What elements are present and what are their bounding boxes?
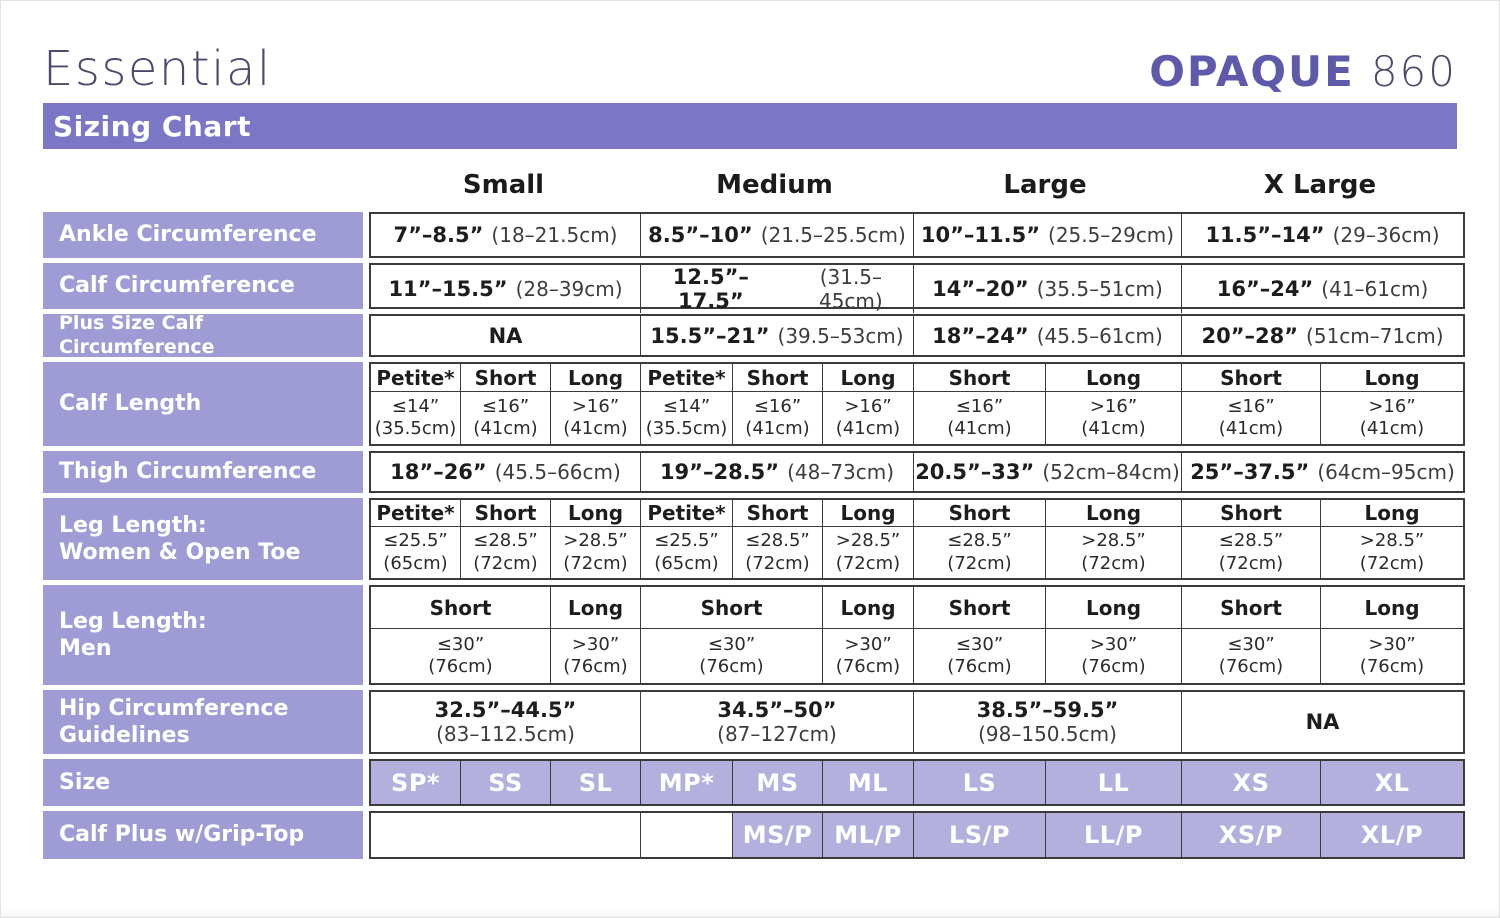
size-code-cell: MS/P	[732, 813, 822, 857]
table-subheader: Petite*	[371, 364, 460, 392]
row-plus-size-calf-circumference	[43, 311, 1499, 358]
size-code-cell: XS/P	[1181, 813, 1320, 857]
table-cell: >30” (76cm)	[550, 629, 640, 683]
table-cell: 7”–8.5” (18–21.5cm)	[393, 223, 618, 247]
size-code-cell: SP*	[371, 761, 460, 804]
size-code-cell: XL	[1320, 761, 1463, 804]
size-code-cell: SS	[460, 761, 550, 804]
row-label: Calf Length	[43, 362, 363, 446]
table-cell: ≤30” (76cm)	[428, 633, 493, 677]
size-code-cell: LL/P	[1045, 813, 1181, 857]
size-code-cell: MP*	[640, 761, 732, 804]
table-cell: >28.5” (72cm)	[1045, 527, 1181, 578]
row-label: Leg Length: Women & Open Toe	[43, 498, 363, 580]
table-cell: >16” (41cm)	[822, 392, 913, 444]
row-label: Calf Plus w/Grip-Top	[43, 811, 363, 859]
table-cell: ≤30” (76cm)	[1181, 629, 1320, 683]
column-header-large: Large	[1003, 170, 1087, 200]
brand-lockup	[1149, 47, 1457, 96]
table-cell: 10”–11.5” (25.5–29cm)	[913, 214, 1181, 256]
table-cell: ≤16” (41cm)	[732, 392, 822, 444]
row-thigh-circumference	[43, 451, 1499, 493]
table-subheader: Short	[460, 500, 550, 527]
table-subheader: Petite*	[640, 364, 732, 392]
empty-cell	[371, 813, 640, 857]
table-subheader: Long	[1045, 364, 1181, 392]
page-header	[43, 35, 1457, 97]
table-cell: 12.5”–17.5” (31.5–45cm)	[640, 265, 913, 313]
table-subheader: Short	[913, 500, 1045, 527]
table-cell: 18”–26” (45.5–66cm)	[390, 460, 621, 484]
table-subheader: Short	[1181, 587, 1320, 629]
table-cell: 14”–20” (35.5–51cm)	[913, 265, 1181, 313]
table-cell: >28.5” (72cm)	[822, 527, 913, 578]
table-cell: ≤30” (76cm)	[913, 629, 1045, 683]
table-cell: 34.5”–50” (87–127cm)	[640, 692, 913, 752]
table-subheader: Short	[1181, 500, 1320, 527]
row-size	[43, 759, 1499, 806]
table-cell: 20”–28” (51cm–71cm)	[1181, 316, 1463, 355]
table-subheader: Long	[822, 587, 913, 629]
table-cell: NA	[488, 323, 523, 348]
column-header-xlarge: X Large	[1263, 170, 1377, 200]
row-hip-circumference	[43, 690, 1499, 754]
table-subheader: Short	[460, 364, 550, 392]
table-subheader: Short	[640, 587, 822, 629]
row-label: Size	[43, 759, 363, 806]
table-cell: 19”–28.5” (48–73cm)	[640, 453, 913, 491]
table-subheader: Petite*	[371, 500, 460, 527]
table-subheader: Short	[913, 364, 1045, 392]
row-calf-circumference	[43, 263, 1499, 313]
size-code-cell: ML/P	[822, 813, 913, 857]
product-line-title: Essential	[43, 41, 272, 97]
table-subheader: Long	[550, 500, 640, 527]
size-code-cell: SL	[550, 761, 640, 804]
table-cell: 11”–15.5” (28–39cm)	[388, 277, 623, 301]
size-code-cell: LS	[913, 761, 1045, 804]
row-label: Plus Size Calf Circumference	[43, 314, 363, 357]
table-subheader: Short	[913, 587, 1045, 629]
table-cell: ≤16” (41cm)	[1181, 392, 1320, 444]
column-header-spacer	[43, 163, 363, 207]
row-label: Leg Length: Men	[43, 585, 363, 685]
table-cell: ≤16” (41cm)	[913, 392, 1045, 444]
table-subheader: Long	[1320, 587, 1463, 629]
table-subheader: Long	[1045, 500, 1181, 527]
table-cell: >28.5” (72cm)	[550, 527, 640, 578]
table-cell: ≤28.5” (72cm)	[1181, 527, 1320, 578]
table-cell: >30” (76cm)	[1320, 629, 1463, 683]
empty-cell	[640, 813, 732, 857]
table-cell: ≤25.5” (65cm)	[640, 527, 732, 578]
table-cell: 16”–24” (41–61cm)	[1181, 265, 1463, 313]
size-code-cell: MS	[732, 761, 822, 804]
table-cell: >16” (41cm)	[1045, 392, 1181, 444]
table-cell: >16” (41cm)	[550, 392, 640, 444]
table-cell: ≤14” (35.5cm)	[374, 395, 457, 439]
table-subheader: Long	[550, 364, 640, 392]
size-code-cell: XS	[1181, 761, 1320, 804]
brand-name: OPAQUE	[1149, 47, 1355, 96]
table-cell: 8.5”–10” (21.5–25.5cm)	[640, 214, 913, 256]
row-calf-length	[43, 362, 1499, 446]
row-ankle-circumference	[43, 212, 1499, 258]
table-subheader: Long	[822, 364, 913, 392]
table-subheader: Petite*	[640, 500, 732, 527]
table-cell: ≤28.5” (72cm)	[913, 527, 1045, 578]
row-leg-length-men	[43, 585, 1499, 685]
table-cell: ≤28.5” (72cm)	[460, 527, 550, 578]
table-cell: 20.5”–33” (52cm–84cm)	[913, 453, 1181, 491]
size-code-cell: LS/P	[913, 813, 1045, 857]
row-label: Hip Circumference Guidelines	[43, 690, 363, 754]
model-number: 860	[1370, 47, 1457, 96]
table-subheader: Short	[732, 500, 822, 527]
table-cell: ≤14” (35.5cm)	[640, 392, 732, 444]
table-subheader: Short	[1181, 364, 1320, 392]
table-cell: 18”–24” (45.5–61cm)	[913, 316, 1181, 355]
table-cell: 11.5”–14” (29–36cm)	[1181, 214, 1463, 256]
row-label: Ankle Circumference	[43, 212, 363, 258]
table-cell: 38.5”–59.5” (98–150.5cm)	[913, 692, 1181, 752]
column-header-row	[43, 163, 1499, 207]
size-code-cell: LL	[1045, 761, 1181, 804]
section-banner	[43, 103, 1457, 149]
table-subheader: Short	[371, 587, 550, 629]
table-cell: 25”–37.5” (64cm–95cm)	[1181, 453, 1463, 491]
table-subheader: Long	[1320, 500, 1463, 527]
table-cell: >30” (76cm)	[1045, 629, 1181, 683]
row-label: Thigh Circumference	[43, 451, 363, 493]
row-label: Calf Circumference	[43, 263, 363, 309]
row-calf-plus-grip-top	[43, 811, 1499, 859]
table-cell: >16” (41cm)	[1320, 392, 1463, 444]
table-cell: >28.5” (72cm)	[1320, 527, 1463, 578]
size-code-cell: ML	[822, 761, 913, 804]
column-header-small: Small	[462, 170, 545, 200]
table-subheader: Long	[1320, 364, 1463, 392]
table-cell: >30” (76cm)	[822, 629, 913, 683]
table-subheader: Long	[550, 587, 640, 629]
table-subheader: Long	[1045, 587, 1181, 629]
column-header-medium: Medium	[716, 170, 833, 200]
table-cell: ≤25.5” (65cm)	[383, 530, 448, 574]
size-code-cell: XL/P	[1320, 813, 1463, 857]
table-cell: ≤30” (76cm)	[640, 629, 822, 683]
table-cell: ≤28.5” (72cm)	[732, 527, 822, 578]
table-subheader: Long	[822, 500, 913, 527]
table-subheader: Short	[732, 364, 822, 392]
table-cell: ≤16” (41cm)	[460, 392, 550, 444]
table-cell: 32.5”–44.5” (83–112.5cm)	[434, 698, 577, 746]
table-cell: 15.5”–21” (39.5–53cm)	[640, 316, 913, 355]
row-leg-length-women	[43, 498, 1499, 580]
banner-title: Sizing Chart	[53, 109, 251, 143]
table-cell: NA	[1181, 692, 1463, 752]
sizing-table	[43, 163, 1499, 859]
